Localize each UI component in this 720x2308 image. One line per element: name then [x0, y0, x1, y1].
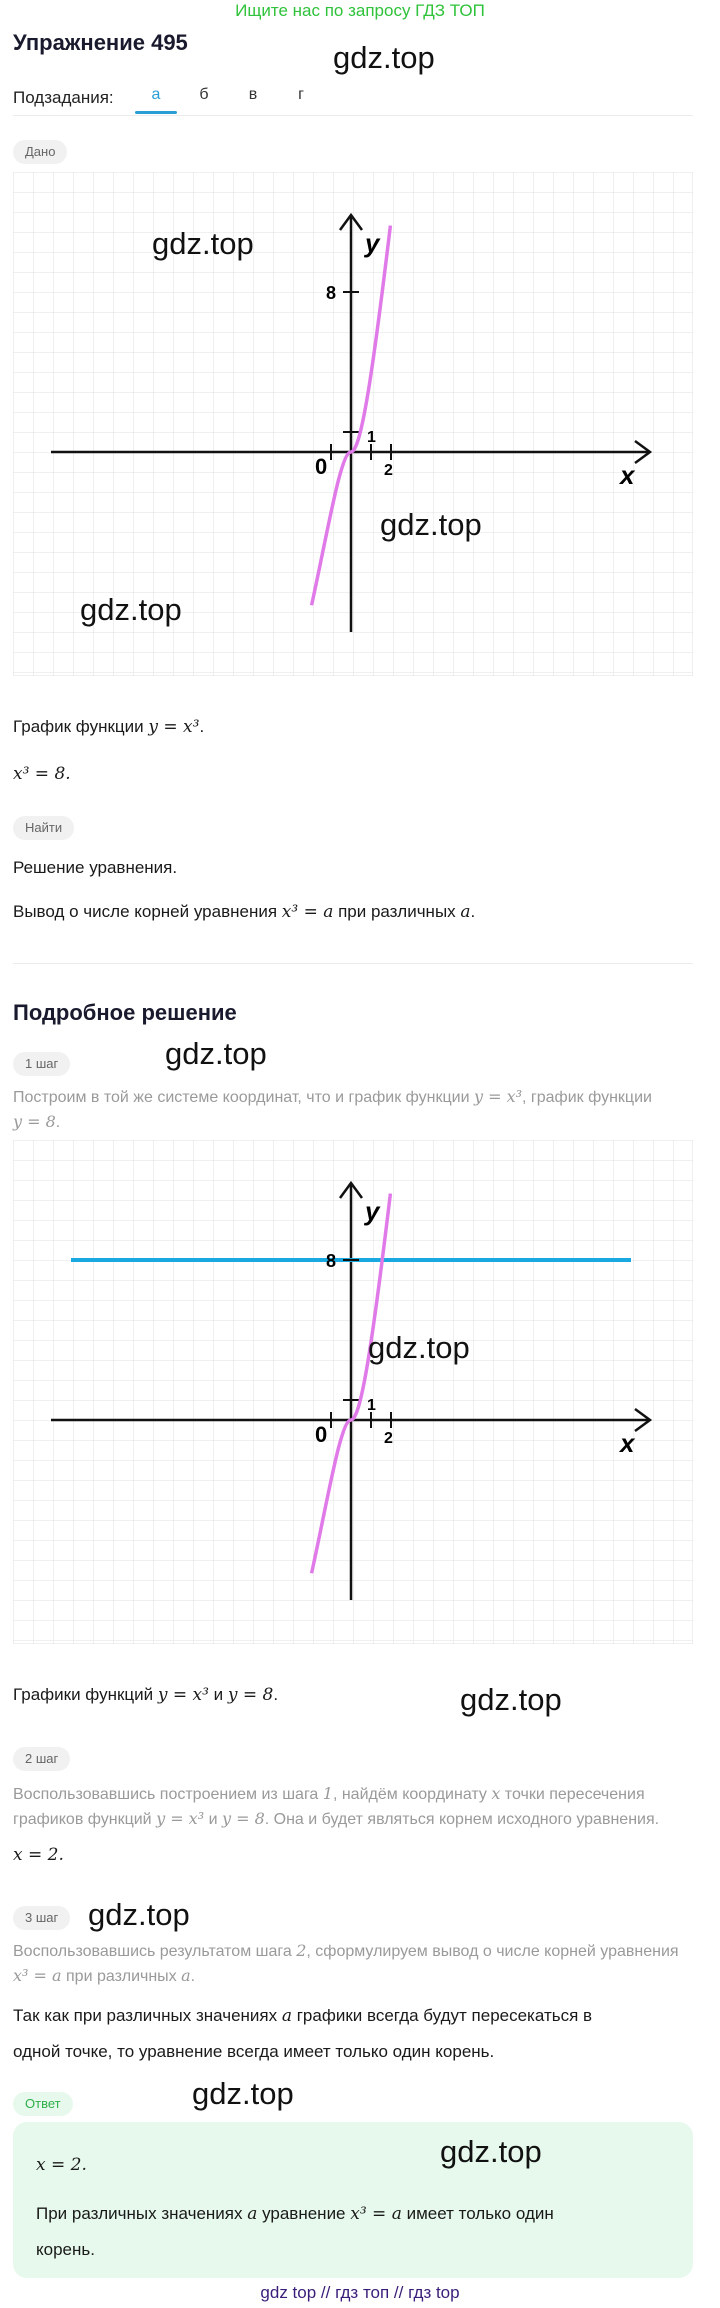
tab-a[interactable]: а: [151, 86, 161, 103]
given-line-1: График функции y = x³.: [13, 717, 205, 737]
step3-description: Воспользовавшись результатом шага 2, сформулируем вывод о числе корней уравнения x³ = a при различных a.: [13, 1941, 679, 1985]
watermark: gdz.top: [152, 226, 254, 261]
watermark: gdz.top: [460, 1682, 562, 1717]
watermark: gdz.top: [80, 592, 182, 627]
x-axis-label: x: [620, 1428, 635, 1458]
exercise-title: Упражнение 495: [13, 30, 188, 55]
answer-line-1: x = 2.: [36, 2155, 87, 2175]
given-line-2: x³ = 8.: [13, 764, 71, 784]
y-tick-label: 8: [326, 283, 337, 303]
y-tick-label: 1: [367, 429, 376, 446]
find-line-1: Решение уравнения.: [13, 858, 178, 877]
origin-label: 0: [315, 1422, 328, 1447]
y-axis-label: y: [365, 228, 380, 258]
step2-result: x = 2.: [13, 1845, 64, 1865]
search-banner[interactable]: Ищите нас по запросу ГДЗ ТОП: [235, 1, 485, 20]
watermark: gdz.top: [88, 1897, 190, 1932]
y-tick-label: 1: [367, 1397, 376, 1414]
watermark: gdz.top: [192, 2076, 294, 2111]
tab-v[interactable]: в: [248, 86, 258, 103]
answer-pill: Ответ: [13, 2092, 73, 2116]
find-line-2: Вывод о числе корней уравнения x³ = a при различных a.: [13, 902, 476, 922]
y-tick-label: 8: [326, 1251, 337, 1271]
answer-line-2: При различных значениях a уравнение x³ = a имеет только один корень.: [36, 2204, 554, 2259]
step1-pill: 1 шаг: [13, 1052, 70, 1076]
watermark: gdz.top: [165, 1036, 267, 1071]
origin-label: 0: [315, 454, 328, 479]
divider: [13, 115, 693, 116]
step2-pill: 2 шаг: [13, 1747, 70, 1771]
step3-pill: 3 шаг: [13, 1906, 70, 1930]
find-pill: Найти: [13, 816, 74, 840]
solution-title: Подробное решение: [13, 1000, 237, 1025]
divider: [13, 963, 693, 964]
step3-result: Так как при различных значениях a графики всегда будут пересекаться в одной точке, то уравнение всегда имеет только один корень.: [13, 2006, 593, 2061]
footer-links[interactable]: gdz top // гдз топ // гдз top: [260, 2283, 460, 2302]
x-tick-label: 2: [384, 1430, 393, 1447]
watermark: gdz.top: [333, 40, 435, 75]
step1-result: Графики функций y = x³ и y = 8.: [13, 1685, 279, 1705]
step2-description: Воспользовавшись построением из шага 1, найдём координату x точки пересечения графиков функций y = x³ и y = 8. Она и будет являться корнем исходного уравнения.: [13, 1784, 660, 1828]
given-pill: Дано: [13, 140, 67, 164]
watermark: gdz.top: [440, 2134, 542, 2169]
watermark: gdz.top: [380, 507, 482, 542]
x-axis-label: x: [620, 460, 635, 490]
step1-description: Построим в той же системе координат, что и график функции y = x³, график функции y = 8.: [13, 1087, 652, 1131]
watermark: gdz.top: [368, 1330, 470, 1365]
tab-g[interactable]: г: [298, 86, 304, 103]
y-axis-label: y: [365, 1196, 380, 1226]
x-tick-label: 2: [384, 462, 393, 479]
solution-graph: [13, 1140, 693, 1644]
graph-grid: [13, 1140, 693, 1644]
active-tab-indicator: [135, 111, 177, 114]
tab-b[interactable]: б: [199, 86, 209, 103]
subtasks-label: Подзадания:: [13, 88, 114, 107]
